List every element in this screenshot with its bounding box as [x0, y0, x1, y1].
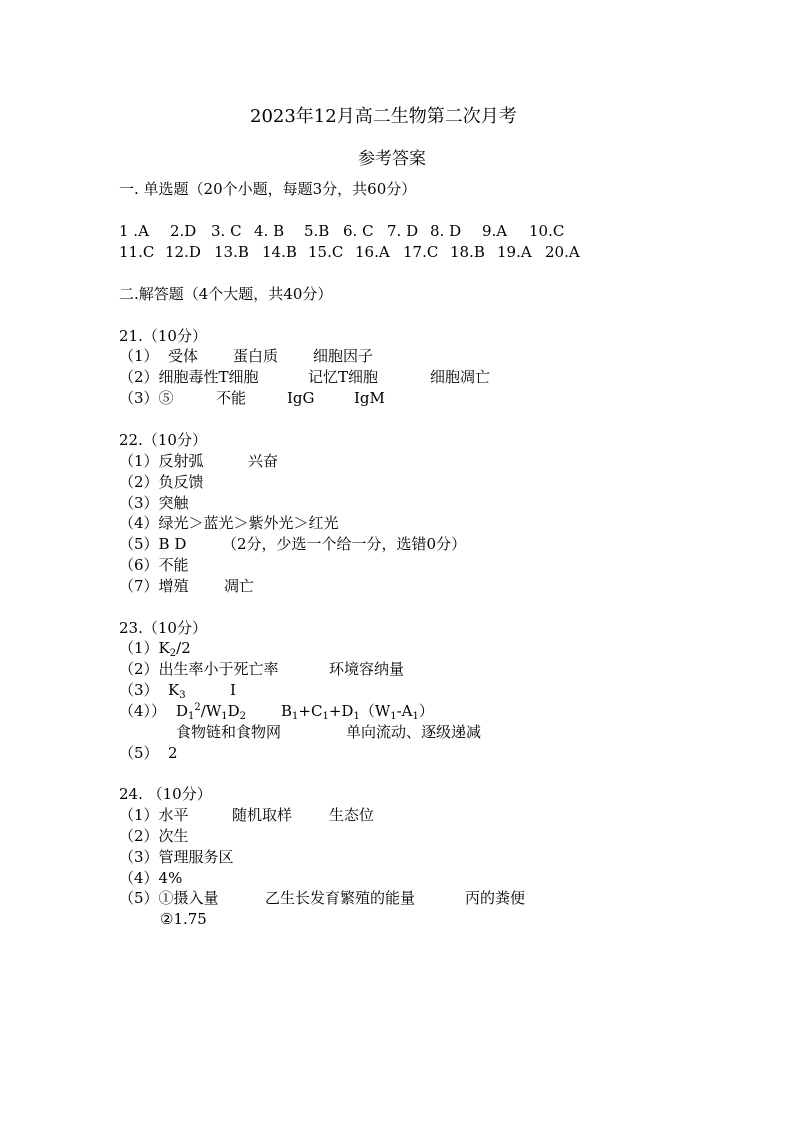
- section-2-heading: 二.解答题（4个大题，共40分）: [119, 285, 333, 303]
- answer-item: 15.C: [308, 243, 344, 261]
- q23-3-k-sub: 3: [179, 690, 186, 701]
- q22-3: （3）突触: [119, 494, 189, 512]
- q23-4-close: ）: [418, 702, 434, 720]
- answer-item: 3. C: [211, 222, 242, 240]
- q23-4-text-b: 单向流动、逐级递减: [346, 723, 482, 741]
- q23-4-formula-a: [176, 702, 246, 720]
- page-title: 2023年12月高二生物第二次月考: [250, 106, 517, 127]
- q24-1-c: 生态位: [329, 806, 375, 824]
- q23-4-w-sub: 1: [390, 711, 397, 722]
- q21-2-c: 细胞凋亡: [430, 368, 491, 386]
- answer-item: 1 .A: [119, 222, 149, 240]
- q22-6: （6）不能: [119, 556, 189, 574]
- q24-5-b: 乙生长发育繁殖的能量: [265, 889, 416, 907]
- q21-heading: 21.（10分）: [119, 327, 207, 345]
- q23-1-k-sub: 2: [169, 648, 177, 659]
- q24-1-b: 随机取样: [232, 806, 293, 824]
- q23-4-formula-b: [281, 702, 434, 720]
- q23-4-a-sub: 1: [412, 711, 419, 722]
- q23-1-label: （1）: [119, 639, 159, 657]
- q23-2-b: 环境容纳量: [329, 660, 405, 678]
- q23-4-w1-sub: 1: [221, 711, 228, 722]
- q23-4-b: B: [281, 702, 293, 720]
- q24-6: ②1.75: [160, 910, 207, 928]
- q23-4-d1: D: [176, 702, 189, 720]
- q23-3-k: [168, 681, 186, 699]
- q23-2-a: （2）出生率小于死亡率: [119, 660, 279, 678]
- page-subtitle: 参考答案: [358, 149, 426, 169]
- answer-item: 13.B: [214, 243, 249, 261]
- q23-4-d2-sub: 2: [239, 711, 247, 722]
- answer-item: 18.B: [450, 243, 485, 261]
- q23-4-w-open: （W: [359, 702, 391, 720]
- q23-3-k-letter: K: [168, 681, 180, 699]
- q24-3: （3）管理服务区: [119, 848, 234, 866]
- q22-4: （4）绿光＞蓝光＞紫外光＞红光: [119, 514, 339, 532]
- q22-5-a: （5）B D: [119, 535, 187, 553]
- q21-2-b: 记忆T细胞: [308, 368, 379, 386]
- q24-5-c: 丙的粪便: [465, 889, 526, 907]
- q23-4-minus: -A: [396, 702, 413, 720]
- answer-item: 4. B: [254, 222, 285, 240]
- q21-3-b: 不能: [216, 389, 247, 407]
- q21-3-c: IgG: [287, 389, 315, 407]
- q23-4-b-sub: 1: [292, 711, 299, 722]
- q23-4-d1-sub: 1: [188, 711, 195, 722]
- q23-1: [119, 639, 191, 657]
- q23-5-label: （5）: [119, 744, 159, 762]
- q24-4: （4）4%: [119, 869, 183, 887]
- q21-1-label: （1）: [119, 347, 159, 365]
- answer-item: 7. D: [387, 222, 419, 240]
- q23-4-label: （4））: [119, 702, 167, 720]
- q23-1-tail: /2: [176, 639, 191, 657]
- q22-7-a: （7）增殖: [119, 577, 189, 595]
- q21-1-c: 细胞因子: [313, 347, 374, 365]
- answer-item: 17.C: [403, 243, 439, 261]
- q21-2-a: （2）细胞毒性T细胞: [119, 368, 259, 386]
- q22-2: （2）负反馈: [119, 473, 204, 491]
- answer-item: 19.A: [497, 243, 532, 261]
- q23-4-d1-sup: 2: [194, 702, 201, 713]
- answer-item: 11.C: [119, 243, 155, 261]
- q22-heading: 22.（10分）: [119, 431, 207, 449]
- section-1-heading: 一. 单选题（20个小题，每题3分，共60分）: [119, 180, 417, 198]
- answer-item: 8. D: [430, 222, 462, 240]
- q22-1-a: （1）反射弧: [119, 452, 204, 470]
- answer-item: 5.B: [304, 222, 330, 240]
- q21-3-d: IgM: [354, 389, 385, 407]
- q23-4-c: +C: [298, 702, 323, 720]
- q23-4-slash: /W: [200, 702, 222, 720]
- q22-1-b: 兴奋: [248, 452, 279, 470]
- q21-1-b: 蛋白质: [233, 347, 279, 365]
- answer-item: 20.A: [545, 243, 580, 261]
- q24-5-a: （5）①摄入量: [119, 889, 219, 907]
- answer-item: 14.B: [262, 243, 297, 261]
- q23-4-text-a: 食物链和食物网: [176, 723, 282, 741]
- q23-4-d-sub: 1: [353, 711, 360, 722]
- q23-3-roman: Ⅰ: [230, 681, 236, 699]
- q21-1-a: 受体: [168, 347, 199, 365]
- q24-2: （2）次生: [119, 827, 189, 845]
- q23-5-value: 2: [168, 744, 178, 762]
- q22-7-b: 凋亡: [224, 577, 255, 595]
- q23-1-k: K: [158, 639, 170, 657]
- q23-heading: 23.（10分）: [119, 619, 207, 637]
- q22-5-b: （2分，少选一个给一分，选错0分）: [222, 535, 467, 553]
- q24-heading: 24. （10分）: [119, 785, 212, 803]
- answer-item: 16.A: [355, 243, 390, 261]
- answer-item: 2.D: [170, 222, 197, 240]
- q23-4-c-sub: 1: [322, 711, 329, 722]
- answer-item: 6. C: [343, 222, 374, 240]
- answer-item: 9.A: [482, 222, 508, 240]
- answer-item: 10.C: [529, 222, 565, 240]
- q24-1-a: （1）水平: [119, 806, 189, 824]
- q23-3-label: （3）: [119, 681, 159, 699]
- q23-4-d2: D: [227, 702, 240, 720]
- answer-item: 12.D: [165, 243, 201, 261]
- q23-4-d: +D: [328, 702, 354, 720]
- q21-3-a: （3）⑤: [119, 389, 174, 407]
